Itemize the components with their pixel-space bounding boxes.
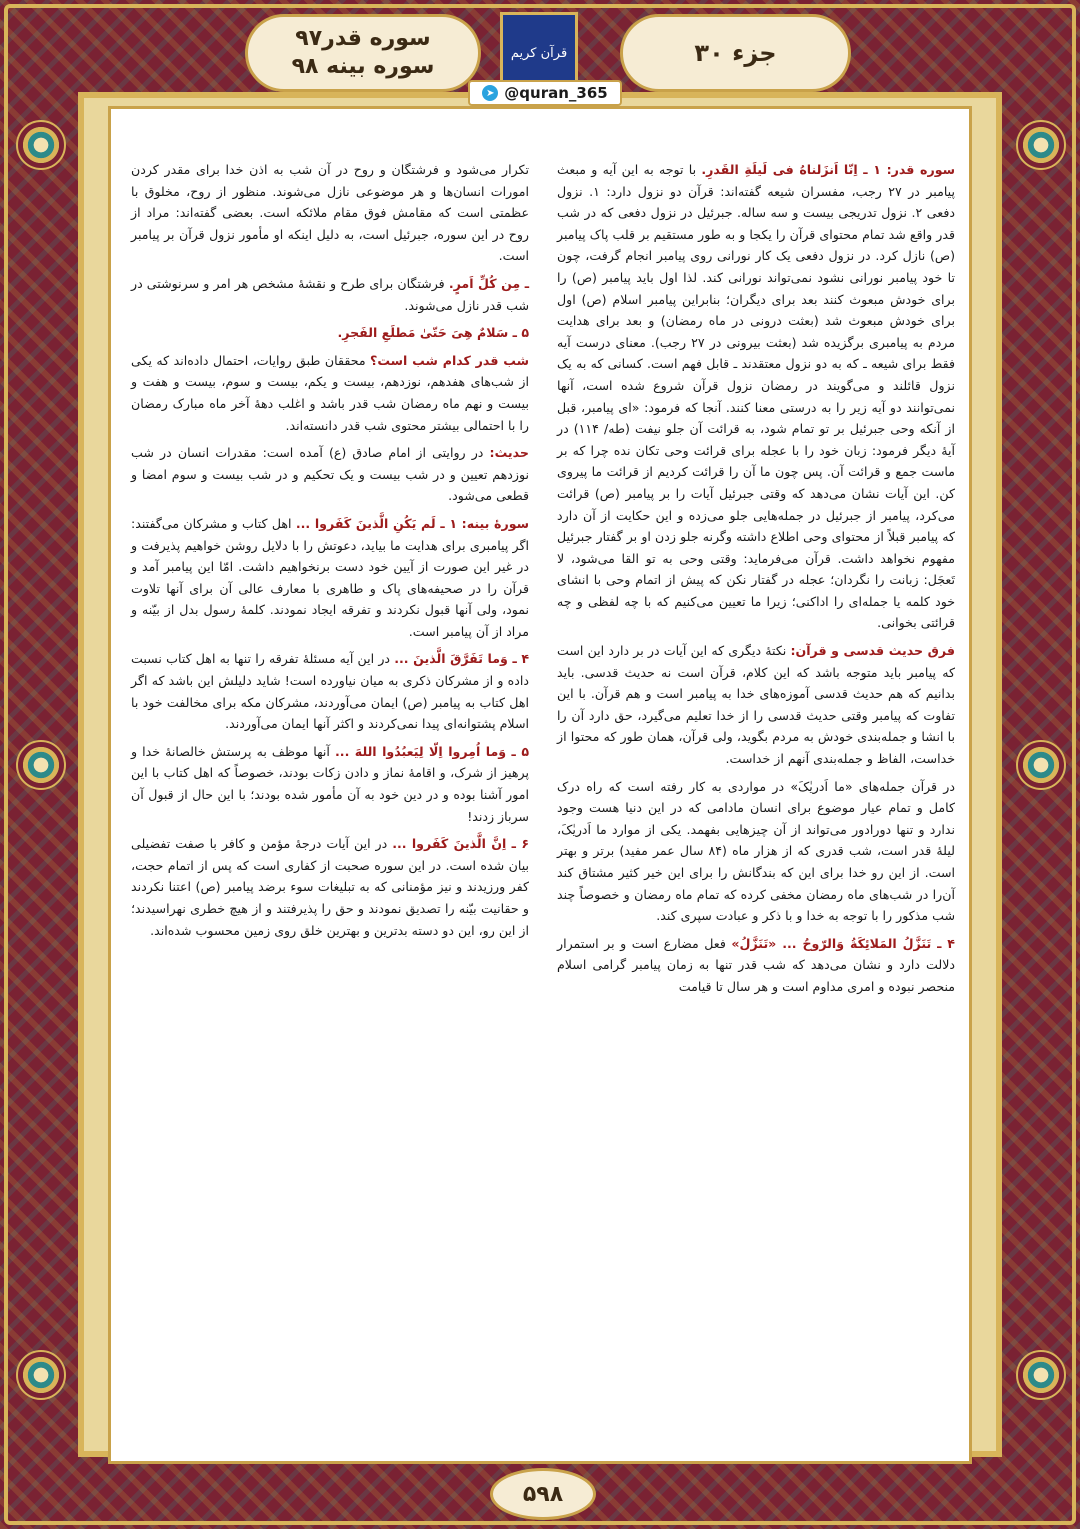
- left-column: [131, 159, 529, 1439]
- paragraph-heading: فرق حدیث قدسی و قرآن:: [790, 643, 955, 659]
- paragraph-heading: ۴ ـ تَنَزَّلُ المَلائِکَةُ وَالرّوحُ ... «تَنَزَّلُ»: [731, 935, 955, 951]
- border-rosette: [16, 120, 66, 170]
- paragraph: [557, 159, 955, 634]
- surah-title-2: سوره بینه ۹۸: [291, 54, 435, 79]
- paragraph: [131, 741, 529, 827]
- paragraph-heading: ـ مِن کُلِّ اَمرٍ.: [448, 275, 529, 291]
- paragraph-heading: شب قدر کدام شب است؟: [370, 352, 529, 368]
- paragraph: [557, 640, 955, 770]
- page-number: ۵۹۸: [522, 1481, 564, 1507]
- paragraph: [131, 833, 529, 941]
- paragraph-text: اهل کتاب و مشرکان می‌گفتند: اگر پیامبری برای هدایت ما بیاید، دعوتش را با دلایل روشن خواهیم پذیرفت و در غیر این صورت از آیین خود دست برنخواهیم داشت. امّا این پیامبر آمد و قرآن را در صحیفه‌های پاک و طاهری با معارف عالی آن برای آنها تلاوت نمود، ولی آنها قبول نکردند و تفرقه ایجاد نمودند. کلمهٔ رسول بدل از بیّنه و مراد از آن پیامبر است.: [131, 515, 529, 639]
- paragraph-heading: سوره قدر: ۱ ـ اِنّا اَنزَلناهُ فی لَیلَةِ القَدرِ.: [701, 162, 956, 177]
- paragraph-text: با توجه به این آیه و مبعث پیامبر در ۲۷ رجب، مفسران شیعه گفته‌اند: قرآن دو نزول دارد: ۱. نزول دفعی ۲. نزول تدریجی بیست و سه ساله. جبرئیل در نزول دفعی که در شب قدر واقع شد تمام محتوای قرآن را یکجا و به طور مستقیم بر قلب پاک پیامبر (ص) نازل کرد. در نزول دفعی یک کار نورانی روی پیامبر انجام گرفت، چون تا خود پیامبر نورانی نشود نمی‌تواند نورانی کند. لذا اول باید پیامبر (ص) را برای خودش مبعوث کنند بعد برای دیگران؛ بنابراین پیامبر اسلام (ص) اول برای خودش مبعوث شد (بعثت درونی در ماه رمضان) و بعد برای هدایت مردم به پیامبری برگزیده شد (بعثت بیرونی در ۲۷ رجب). معنای درست آیه فقط برای شیعه ـ که به دو نزول معتقدند ـ قابل فهم است. کسانی که به یک نزول قائلند و می‌گویند در رمضان نزول قرآن شروع شده است، آنها نمی‌توانند دو آیه زیر را به درستی معنا کنند. آنجا که فرمود: «ای پیامبر، قبل از آنکه وحی جبرئیل بر تو تمام شود، به قرائت آن جلو نیفت (طه/ ۱۱۴) در آیهٔ دیگر فرمود: زبان خود را با عجله برای قرائت وحی تکان نده چرا که بر ماست جمع و قرائت آن. پس چون ما آن را قرائت کردیم از قرائت ما پیروی کن. این آیات نشان می‌دهد که وقتی جبرئیل آیات را بر پیامبر (ص) قرائت می‌کرد، پیامبر از جبرئیل در جمله‌هایی جلو می‌زده و این حکایت از آن دارد که پیامبر قبلاً از محتوای وحی اطلاع داشته وگرنه جلو زدن او بر گفتار جبرئیل مفهوم نخواهد داشت. قرآن می‌فرماید: وقتی وحی به تو القا می‌شود، لا تَعجَل: زبانت را نگردان؛ عجله در گفتار نکن که پیش از اتمام وحی با انشای خود کلمه یا جمله‌ای را اداکنی؛ زیرا ما تعیین می‌کنیم که با چه لفظی و چه قرائتی بخوانی.: [557, 162, 956, 631]
- juz-label: جزء ۳۰: [694, 39, 777, 67]
- paragraph-heading: حدیث:: [489, 445, 529, 461]
- telegram-icon: ➤: [482, 85, 498, 101]
- right-column: [557, 159, 955, 1439]
- text-columns: [131, 159, 955, 1439]
- paragraph: [557, 776, 955, 927]
- paragraph-text: در روایتی از امام صادق (ع) آمده است: مقدرات انسان در شب نوزدهم تعیین و در شب بیست و یک تحکیم و در شب بیست و سوم امضا و قطعی می‌شود.: [131, 445, 529, 504]
- paragraph: [557, 933, 955, 998]
- paragraph-heading: ۶ ـ اِنَّ الَّذینَ کَفَروا ...: [392, 836, 529, 852]
- paragraph-text: فعل مضارع است و بر استمرار دلالت دارد و نشان می‌دهد که شب قدر تنها به زمان پیامبر گرامی اسلام منحصر نبوده و امری مداوم است و هر سال تا قیامت: [557, 935, 955, 994]
- surah-title-plate: [245, 14, 481, 92]
- paragraph-text: در این آیه مسئلهٔ تفرقه را تنها به اهل کتاب نسبت داده و از مشرکان ذکری به میان نیاورده است! شاید دلیلش این باشد که اگر اهل کتاب به پیامبر (ص) ایمان می‌آوردند، مشرکان مکه برای مخالفت خود با اسلام پشتوانه‌ای پیدا نمی‌کردند و اکثر آنها ایمان می‌آوردند.: [131, 651, 529, 732]
- juz-label-plate: [620, 14, 851, 92]
- paragraph: [131, 159, 529, 267]
- paragraph-text: محققان طبق روایات، احتمال داده‌اند که یکی از شب‌های هفدهم، نوزدهم، بیست و یکم، بیست و سوم، بیست و هفت و بیست و نهم ماه رمضان شب قدر باشد و اغلب دههٔ آخر ماه مبارک رمضان را با احتمالی بیشتر محتوی شب قدر دانسته‌اند.: [131, 352, 529, 433]
- border-rosette: [1016, 1350, 1066, 1400]
- page-number-plate: [490, 1468, 596, 1520]
- logo-text: قرآن کریم: [510, 45, 568, 61]
- channel-handle-badge[interactable]: [468, 80, 622, 106]
- paragraph: [131, 322, 529, 344]
- surah-title-1: سوره قدر۹۷: [295, 26, 431, 51]
- paragraph-heading: ۵ ـ سَلامٌ هِیَ حَتّیٰ مَطلَعِ الفَجرِ.: [337, 325, 529, 341]
- border-rosette: [16, 740, 66, 790]
- border-rosette: [1016, 120, 1066, 170]
- paragraph-text: در قرآن جمله‌های «ما اَدریٰکَ» در مواردی به کار رفته است که راه درک کامل و تمام عیار موضوع برای انسان مادامی که در این دنیا هست وجود ندارد و تنها دورادور می‌تواند از آن چیزهایی بفهمد. یکی از موارد ما اَدریٰکَ، لیلهٔ قدر است، شب قدری که از هزار ماه (۸۴ سال عمر مفید) برتر و بهتر است. از این رو خدا برای این که بندگانش را برای این خیر کثیر مشتاق کند آن‌را در شب‌های ماه رمضان مخفی کرده که تمام ماه رمضان و خصوصاً چند شب مذکور را با توجه به خدا و با ذکر و عبادت سپری کند.: [557, 778, 955, 924]
- paragraph-text: در این آیات درجهٔ مؤمن و کافر با صفت تفضیلی بیان شده است. در این سوره صحبت از کفاری است که پس از اتمام حجت، کفر ورزیدند و نیز مؤمنانی که به تبلیغات سوء برضد پیامبر (ص) اعتنا نکردند و حقانیت بیّنه را تصدیق نمودند و حق را پذیرفتند و از هیچ خطری نهراسیدند؛ از این رو، این دو دسته بدترین و بهترین خلق روی زمین محسوب شده‌اند.: [131, 836, 529, 938]
- paragraph: [131, 513, 529, 643]
- paragraph-heading: ۵ ـ وَما اُمِروا اِلّا لِیَعبُدُوا اللهَ ...: [335, 743, 529, 759]
- paragraph: [131, 648, 529, 734]
- border-rosette: [16, 1350, 66, 1400]
- paragraph-text: آنها موظف به پرستش خالصانهٔ خدا و پرهیز از شرک، و اقامهٔ نماز و دادن زکات بودند، خصوصاً که اهل کتاب با این امور آشنا بوده و در دین خود به آن مأمور شده بودند؛ با این حال از قبول آن سرباز زدند!: [131, 743, 529, 824]
- paragraph-heading: سورهٔ بینه: ۱ ـ لَم یَکُنِ الَّذینَ کَفَروا ...: [295, 515, 530, 531]
- border-rosette: [1016, 740, 1066, 790]
- paragraph-text: نکتهٔ دیگری که این آیات در بر دارد این است که پیامبر باید متوجه باشد که این کلام، قرآن است نه حدیث قدسی. باید بدانیم که هم حدیث قدسی آموزه‌های خدا به پیامبر است و هم قرآن. با این تفاوت که پیامبر وقتی حدیث قدسی را از خدا تعلیم می‌گیرد، حق دارد آن را با انشا و جمله‌بندی خودش به مردم بگوید، ولی قرآن، همان طور که محتوا از خداست، الفاظ و جمله‌بندی آنهم از خداست.: [557, 643, 955, 767]
- paragraph-heading: ۴ ـ وَما تَفَرَّقَ الَّذینَ ...: [394, 651, 530, 667]
- paragraph-text: فرشتگان برای طرح و نقشهٔ مشخص هر امر و سرنوشتی در شب قدر نازل می‌شوند.: [131, 275, 529, 313]
- text-page: [108, 106, 972, 1464]
- channel-handle: @quran_365: [504, 84, 608, 102]
- paragraph-text: تکرار می‌شود و فرشتگان و روح در آن شب به اذن خدا برای مقدر کردن امورات انسان‌ها و هر موضوعی نازل می‌شوند. منظور از روح، مخلوق با عظمتی است که مقامش فوق مقام ملائکه است. بعضی گفته‌اند: مراد از روح در این سوره، جبرئیل است، به دلیل اینکه او مأمور نزول قرآن بر پیامبر است.: [131, 162, 529, 264]
- paragraph: [131, 442, 529, 507]
- paragraph: [131, 350, 529, 436]
- paragraph: [131, 273, 529, 316]
